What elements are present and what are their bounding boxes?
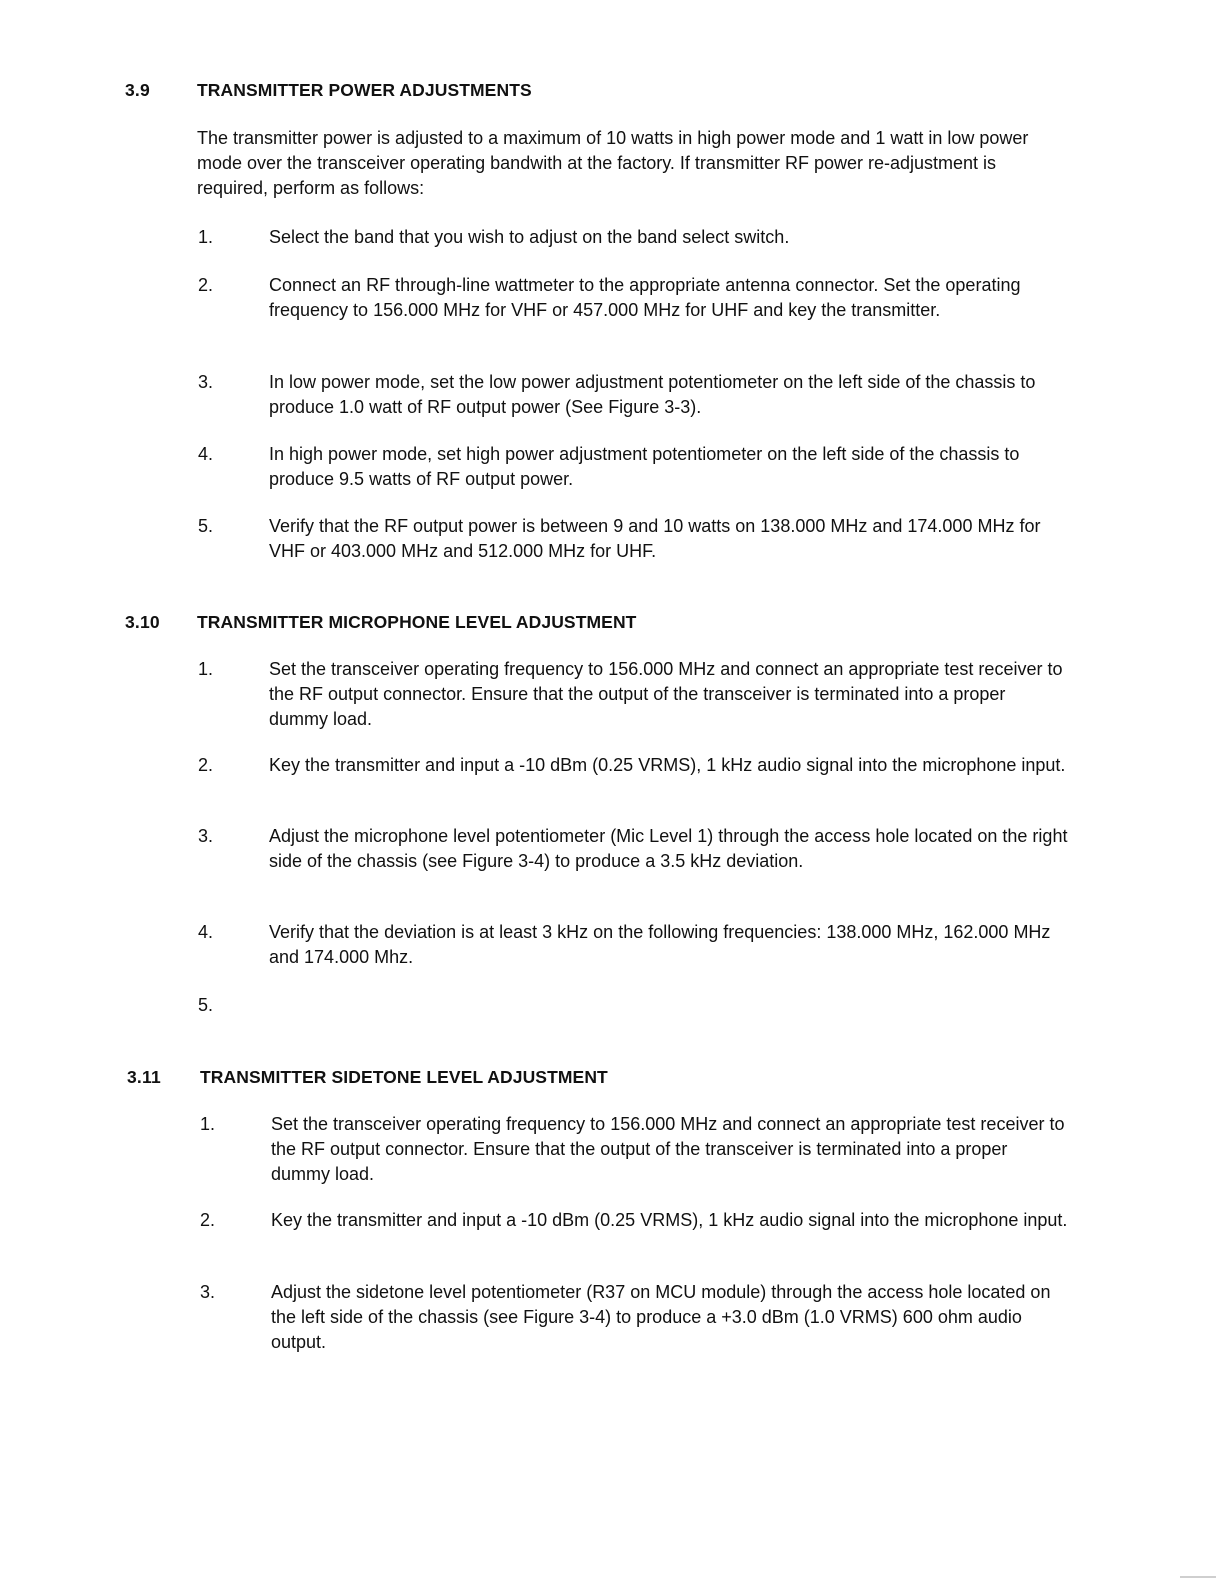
step-number: 1. [198, 659, 214, 679]
section-title: TRANSMITTER SIDETONE LEVEL ADJUSTMENT [200, 1067, 608, 1087]
section-3-10 [0, 612, 1224, 1015]
section-title: TRANSMITTER POWER ADJUSTMENTS [197, 80, 532, 100]
step-text: Set the transceiver operating frequency to 156.000 MHz and connect an appropriate test receiver to the RF output connector. Ensure that the output of the transceiver is terminated into a proper dummy load. [271, 1114, 1065, 1184]
step-number: 4. [198, 444, 214, 464]
step-number: 3. [198, 372, 214, 392]
step-number: 5. [198, 995, 214, 1015]
scan-artifact [1180, 1576, 1216, 1578]
section-heading [0, 80, 1224, 106]
step-text: In high power mode, set high power adjustment potentiometer on the left side of the chassis to produce 9.5 watts of RF output power. [269, 444, 1020, 489]
step-number: 3. [198, 826, 214, 846]
section-heading [0, 1067, 1224, 1093]
step-text: Connect an RF through-line wattmeter to the appropriate antenna connector. Set the operating frequency to 156.000 MHz for VHF or 457.000 MHz for UHF and key the transmitter. [269, 275, 1021, 320]
step-number: 5. [198, 516, 214, 536]
section-number: 3.9 [125, 80, 150, 100]
step-text: In low power mode, set the low power adjustment potentiometer on the left side of the chassis to produce 1.0 watt of RF output power (See Figure 3-3). [269, 372, 1036, 417]
step-text: Adjust the sidetone level potentiometer (R37 on MCU module) through the access hole located on the left side of the chassis (see Figure 3-4) to produce a +3.0 dBm (1.0 VRMS) 600 ohm audio output. [271, 1282, 1051, 1352]
step-number: 2. [198, 275, 214, 295]
section-number: 3.11 [127, 1067, 161, 1087]
step-text: Set the transceiver operating frequency to 156.000 MHz and connect an appropriate test receiver to the RF output connector. Ensure that the output of the transceiver is terminated into a proper dummy load. [269, 659, 1063, 729]
section-3-11 [0, 1067, 1224, 1352]
step-number: 4. [198, 922, 214, 942]
section-title: TRANSMITTER MICROPHONE LEVEL ADJUSTMENT [197, 612, 637, 632]
step-number: 2. [200, 1210, 216, 1230]
step-text: Verify that the deviation is at least 3 kHz on the following frequencies: 138.000 MHz, 162.000 MHz and 174.000 Mhz. [269, 922, 1051, 967]
step-text: Select the band that you wish to adjust on the band select switch. [269, 227, 790, 247]
step-number: 3. [200, 1282, 216, 1302]
step-number: 2. [198, 755, 214, 775]
section-heading [0, 612, 1224, 638]
step-number: 1. [200, 1114, 216, 1134]
step-text: Adjust the microphone level potentiometer (Mic Level 1) through the access hole located on the right side of the chassis (see Figure 3-4) to produce a 3.5 kHz deviation. [269, 826, 1068, 871]
section-3-9 [0, 80, 1224, 561]
step-text: Key the transmitter and input a -10 dBm (0.25 VRMS), 1 kHz audio signal into the microphone input. [271, 1210, 1068, 1230]
section-intro-paragraph: The transmitter power is adjusted to a maximum of 10 watts in high power mode and 1 watt in low power mode over the transceiver operating bandwith at the factory. If transmitter RF power re-adjustment is required, perform as follows: [197, 128, 1029, 198]
step-number: 1. [198, 227, 214, 247]
section-number: 3.10 [125, 612, 160, 632]
step-text: Verify that the RF output power is between 9 and 10 watts on 138.000 MHz and 174.000 MHz for VHF or 403.000 MHz and 512.000 MHz for UHF. [269, 516, 1041, 561]
step-text: Key the transmitter and input a -10 dBm (0.25 VRMS), 1 kHz audio signal into the microphone input. [269, 755, 1066, 775]
